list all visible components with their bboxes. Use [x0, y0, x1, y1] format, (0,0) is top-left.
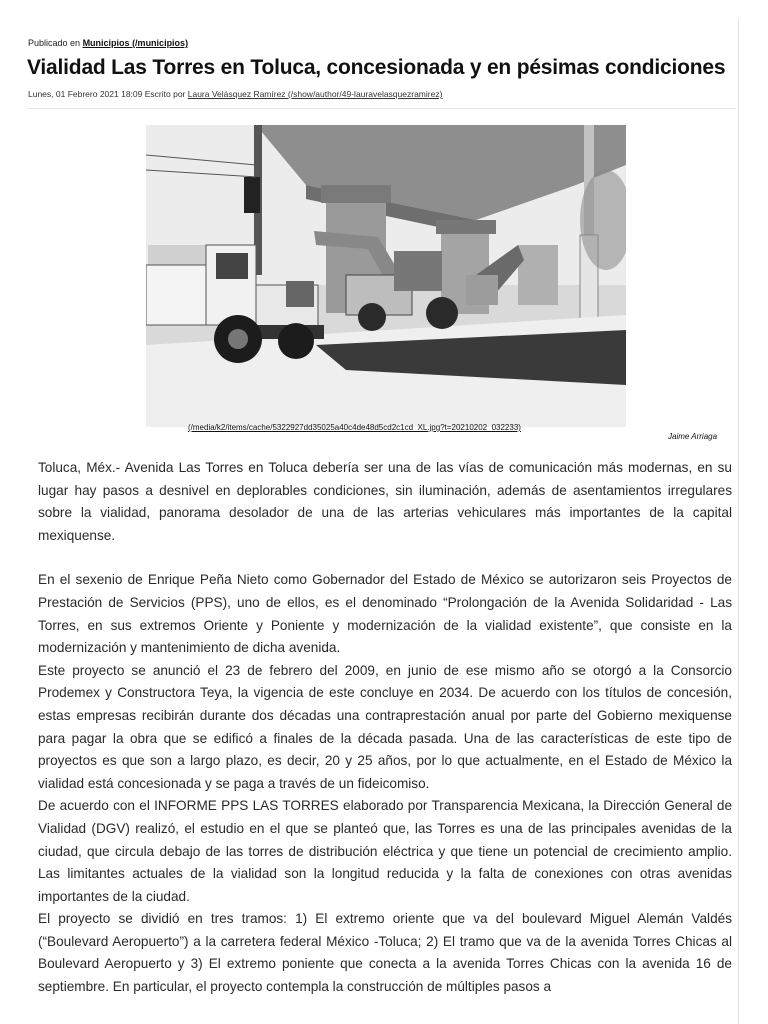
article-paragraph: De acuerdo con el INFORME PPS LAS TORRES elaborado por Transparencia Mexicana, la Dirección General de Vialidad (DGV) realizó, el estudio en el que se planteó que, las Torres es una de las principales avenidas de la ciudad, que circula debajo de las torres de distribución eléctrica y que tiene un potencial de crecimiento amplio. Las limitantes actuales de la vialidad son la longitud reducida y la falta de conexiones con otras avenidas importantes de la ciudad.: [38, 798, 732, 904]
publish-date: Lunes, 01 Febrero 2021 18:09: [28, 89, 143, 99]
image-credit: Jaime Arriaga: [668, 432, 718, 441]
article-paragraph: El proyecto se dividió en tres tramos: 1) El extremo oriente que va del boulevard Miguel Alemán Valdés (“Boulevard Aeropuerto”) a la carretera federal México -Toluca; 2) El tramo que va de la avenida Torres Chicas al Boulevard Aeropuerto y 3) El extremo poniente que conecta a la avenida Torres Chicas con la avenida 16 de septiembre. En particular, el proyecto contempla la construcción de múltiples pasos a: [38, 911, 732, 995]
published-prefix: Publicado en: [28, 38, 81, 48]
author-link[interactable]: Laura Velásquez Ramírez (/show/author/49-lauravelasquezramirez): [187, 89, 443, 99]
image-source-link[interactable]: (/media/k2/items/cache/5322927dd35025a40c4de48d5cd2c1cd_XL.jpg?t=20210202_032233): [188, 423, 521, 432]
page-border: [738, 18, 739, 1024]
photo-illustration: [146, 125, 626, 427]
header-divider: [28, 108, 736, 109]
article-paragraph: Toluca, Méx.- Avenida Las Torres en Toluca debería ser una de las vías de comunicación más modernas, en su lugar hay pasos a desnivel en deplorables condiciones, sin iluminación, además de asentamientos irregulares sobre la vialidad, panorama desolador de una de las arterias vehiculares más importantes de la capital mexiquense.: [38, 460, 732, 543]
category-link[interactable]: Municipios (/municipios): [82, 38, 189, 48]
article-body: [38, 457, 732, 999]
article-title: Vialidad Las Torres en Toluca, concesionada y en pésimas condiciones: [27, 56, 726, 79]
published-in: [28, 38, 188, 48]
written-by-label: Escrito por: [144, 89, 186, 99]
article-paragraph: En el sexenio de Enrique Peña Nieto como Gobernador del Estado de México se autorizaron seis Proyectos de Prestación de Servicios (PPS), uno de ellos, es el denominado “Prolongación de la Avenida Solidaridad - Las Torres, en sus extremos Oriente y Poniente y modernización de la vialidad existente”, que consiste en la modernización y mantenimiento de dicha avenida.: [38, 572, 732, 656]
article-paragraph: Este proyecto se anunció el 23 de febrero del 2009, en junio de ese mismo año se otorgó a la Consorcio Prodemex y Constructora Teya, la vigencia de este concluye en 2034. De acuerdo con los títulos de concesión, estas empresas recibirán durante dos décadas una contraprestación anual por parte del Gobierno mexiquense para pagar la obra que se edificó a finales de la década pasada. Una de las características de este tipo de proyectos es que son a largo plazo, es decir, 20 y 25 años, por lo que actualmente, en el Estado de México la vialidad está concesionada y se paga a través de un fideicomiso.: [38, 662, 732, 791]
byline: [28, 89, 442, 99]
article-photo[interactable]: [146, 125, 626, 427]
